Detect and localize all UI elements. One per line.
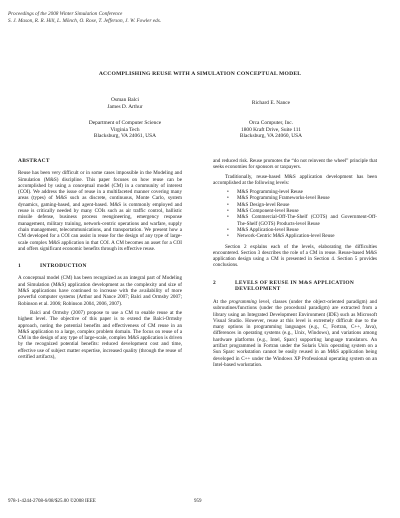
list-item: • M&S Programming-level Reuse — [237, 189, 377, 195]
intro-paragraph-1: A conceptual model (CM) has been recognized as an integral part of Modeling and Simulation (M&S) application development as the complexity and size of M&S applications have continued to increase with the availability of more powerful computer systems (Arthur and Nance 2007; Balci and Ormsby 2007; Robinson et al. 2006; Robinson 2004, 2006, 2007). — [18, 275, 182, 307]
editors-header: S. J. Mason, R. R. Hill, L. Mönch, O. Rose, T. Jefferson, J. W. Fowler eds. — [8, 18, 162, 24]
paper-title: ACCOMPLISHING REUSE WITH A SIMULATION CONCEPTUAL MODEL — [98, 71, 302, 77]
section-number: 1 — [18, 263, 21, 270]
section-title-continued: DEVELOPMENT — [235, 286, 281, 293]
section-title: LEVELS OF REUSE IN M&S APPLICATION — [235, 279, 355, 286]
paper-outline: Section 2 explains each of the levels, elaborating the difficulties encountered. Section 3 describes the role of a CM in reuse. Reuse-based M&S application design using a CM is presented in Section 4. Section 5 provides conclusions. — [213, 243, 377, 269]
affiliation-line: Orca Computer, Inc. — [248, 120, 294, 126]
intro-continuation: and reduced risk. Reuse promotes the “do not reinvent the wheel” principle that seeks economies for sponsors or taxpayers. — [213, 158, 377, 171]
section-1-heading — [18, 263, 182, 269]
affiliation-line: Blacksburg, VA 24061, USA — [93, 133, 157, 140]
list-item: • Network-Centric M&S Application-level Reuse — [237, 233, 377, 239]
right-column — [213, 158, 377, 371]
section-2-paragraph: At the programming level, classes (under the object-oriented paradigm) and subroutines/functions (under the procedural paradigm) are extracted from a library using an Integrated Development Environment (IDE) such as Microsoft Visual Studio. However, reuse at this level is extremely difficult due to the many options in programming languages (e.g., C, Fortran, C++, Java), differences in operating systems (e.g., Unix, Windows), and variations among hardware platforms (e.g., Intel, Sparc) supporting language translators. An artifact programmed in Fortran under the Solaris Unix operating system on a Sun Sparc workstation cannot be easily reused in an M&S application being developed in C++ under the Windows XP Professional operating system on an Intel-based workstation. — [213, 298, 377, 368]
reuse-levels-list — [213, 189, 377, 239]
section-number: 2 — [213, 279, 216, 286]
reuse-levels-intro: Traditionally, reuse-based M&S application development has been accomplished at the following levels: — [213, 173, 377, 186]
list-item: • M&S Programming Frameworks-level Reuse — [237, 195, 377, 201]
section-2-heading — [213, 280, 377, 293]
abstract-heading: ABSTRACT — [18, 158, 50, 164]
affiliation-line: Blacksburg, VA 24060, USA — [239, 133, 303, 140]
affiliation-line: 1800 Kraft Drive, Suite 111 — [241, 126, 301, 133]
section-title: INTRODUCTION — [40, 263, 87, 270]
affiliation-line: Department of Computer Science — [88, 120, 162, 126]
intro-paragraph-2: Balci and Ormsby (2007) propose to use a CM to enable reuse at the highest level. The objective of this paper is to extend the Balci-Ormsby approach, noting the potential benefits and effectiveness of CM reuse in an M&S application to a large, complex problem domain. The focus on reuse of a CM in the design of any type of large-scale, complex M&S application is driven by the recognized potential benefits: reduced development cost and time, effective use of subject matter expertise, increased quality (through the reuse of certified artifacts), — [18, 309, 182, 361]
affiliation-line: Virginia Tech — [110, 126, 140, 133]
author-block-right — [206, 100, 336, 107]
proceedings-header: Proceedings of the 2008 Winter Simulation Conference — [8, 11, 123, 17]
affiliation-right — [206, 120, 336, 140]
author-name: Osman Balci — [111, 97, 139, 103]
affiliation-left — [60, 120, 190, 140]
abstract-text: Reuse has been very difficult or in some cases impossible in the Modeling and Simulation (M&S) discipline. This paper focuses on how reuse can be accomplished by using a conceptual model (CM) in a community of interest (COI). We address the issue of reuse in a multifaceted manner covering many areas (types) of M&S such as discrete, continuous, Monte Carlo, system dynamics, gaming-based, and agent-based. M&S is commonly employed and reuse is critically needed by many COIs such as air traffic control, ballistic missile defense, business process reengineering, emergency response management, military training, network-centric operations and warfare, supply chain management, telecommunications, and transportation. We present how a CM developed for a COI can assist in reuse for the design of any type of large-scale complex M&S application in that COI. A CM becomes an asset for a COI and offers significant economic benefits through its effective reuse. — [18, 170, 182, 252]
list-item: • M&S Application-level Reuse — [237, 227, 377, 233]
list-item: • M&S Design-level Reuse — [237, 202, 377, 208]
list-item: • M&S Commercial-Off-The-Shelf (COTS) and Government-Off-The-Shelf (GOTS) Products-level Reuse — [237, 214, 377, 227]
author-name: Richard E. Nance — [251, 100, 291, 106]
author-block-left — [60, 97, 190, 110]
emphasis: programming — [228, 298, 257, 305]
list-item: • M&S Component-level Reuse — [237, 208, 377, 214]
left-column — [18, 158, 182, 363]
author-name: James D. Arthur — [107, 103, 143, 110]
page-number: 959 — [194, 499, 202, 504]
footer-isbn: 978-1-4244-2708-6/08/$25.00 ©2008 IEEE — [8, 499, 96, 504]
